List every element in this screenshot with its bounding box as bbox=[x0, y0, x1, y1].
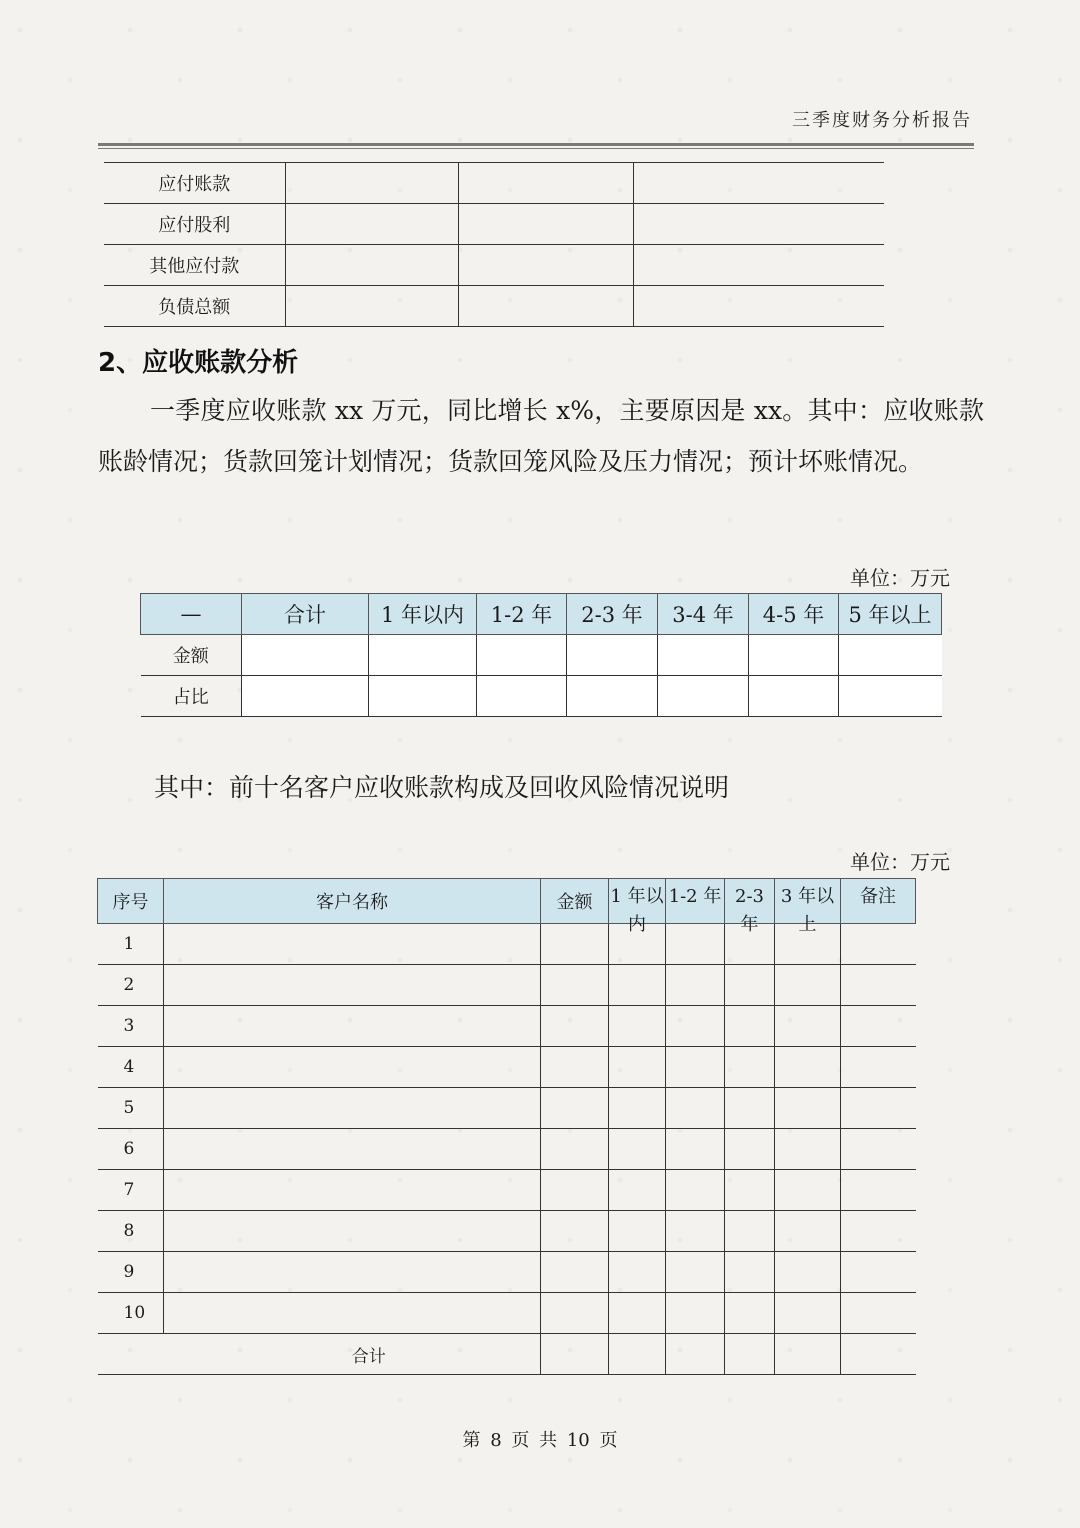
header-title: 三季度财务分析报告 bbox=[792, 110, 972, 131]
customer-intro: 其中：前十名客户应收账款构成及回收风险情况说明 bbox=[154, 773, 730, 802]
row-label: 金额 bbox=[141, 635, 242, 676]
row-number: 2 bbox=[98, 965, 164, 1006]
liability-table bbox=[104, 162, 884, 327]
table-row bbox=[104, 245, 884, 286]
row-label: 占比 bbox=[141, 676, 242, 717]
column-header: 1-2 年 bbox=[666, 879, 725, 924]
column-header: 客户名称 bbox=[164, 879, 541, 924]
customer-table bbox=[97, 878, 916, 1375]
table-row bbox=[141, 676, 942, 717]
table-row bbox=[98, 924, 916, 965]
row-number: 8 bbox=[98, 1211, 164, 1252]
table-row bbox=[98, 1293, 916, 1334]
table-row bbox=[98, 1252, 916, 1293]
aging-table bbox=[140, 593, 942, 717]
column-header: 1 年以内 bbox=[609, 879, 666, 924]
column-header: 2-3 年 bbox=[567, 594, 658, 635]
total-label: 合计 bbox=[98, 1334, 541, 1375]
row-number: 1 bbox=[98, 924, 164, 965]
column-header: 合计 bbox=[242, 594, 369, 635]
table-row bbox=[141, 635, 942, 676]
body-paragraph: 一季度应收账款 xx 万元，同比增长 x%，主要原因是 xx。其中：应收账款账龄情况；货款回笼计划情况；货款回笼风险及压力情况；预计坏账情况。 bbox=[98, 396, 984, 476]
table-row bbox=[98, 1211, 916, 1252]
table-row bbox=[98, 1170, 916, 1211]
row-label: 其他应付款 bbox=[104, 245, 285, 286]
customer-table-body bbox=[98, 924, 916, 1375]
table-row bbox=[104, 204, 884, 245]
row-label: 应付账款 bbox=[104, 163, 285, 204]
row-number: 10 bbox=[98, 1293, 164, 1334]
header-rule bbox=[98, 143, 974, 149]
column-header: 3 年以上 bbox=[775, 879, 841, 924]
row-number: 3 bbox=[98, 1006, 164, 1047]
row-label: 负债总额 bbox=[104, 286, 285, 327]
table-header-row bbox=[98, 879, 916, 924]
table-row bbox=[104, 163, 884, 204]
row-number: 5 bbox=[98, 1088, 164, 1129]
table-row bbox=[104, 286, 884, 327]
column-header: 2-3 年 bbox=[725, 879, 775, 924]
row-number: 9 bbox=[98, 1252, 164, 1293]
table-row bbox=[98, 1047, 916, 1088]
table-row bbox=[98, 1088, 916, 1129]
column-header: 3-4 年 bbox=[658, 594, 749, 635]
total-row bbox=[98, 1334, 916, 1375]
row-number: 6 bbox=[98, 1129, 164, 1170]
table-row bbox=[98, 965, 916, 1006]
table-row bbox=[98, 1129, 916, 1170]
column-header: 金额 bbox=[541, 879, 609, 924]
table-header-row bbox=[141, 594, 942, 635]
column-header: 序号 bbox=[98, 879, 164, 924]
column-header: 1 年以内 bbox=[369, 594, 477, 635]
row-label: 应付股利 bbox=[104, 204, 285, 245]
row-number: 7 bbox=[98, 1170, 164, 1211]
column-header: 备注 bbox=[841, 879, 916, 924]
unit-label: 单位：万元 bbox=[850, 850, 950, 874]
column-header: — bbox=[141, 594, 242, 635]
column-header: 4-5 年 bbox=[749, 594, 839, 635]
column-header: 5 年以上 bbox=[839, 594, 942, 635]
table-row bbox=[98, 1006, 916, 1047]
unit-label: 单位：万元 bbox=[850, 566, 950, 590]
row-number: 4 bbox=[98, 1047, 164, 1088]
page-footer: 第 8 页 共 10 页 bbox=[462, 1430, 618, 1451]
section-title: 2、应收账款分析 bbox=[98, 348, 299, 378]
column-header: 1-2 年 bbox=[477, 594, 567, 635]
